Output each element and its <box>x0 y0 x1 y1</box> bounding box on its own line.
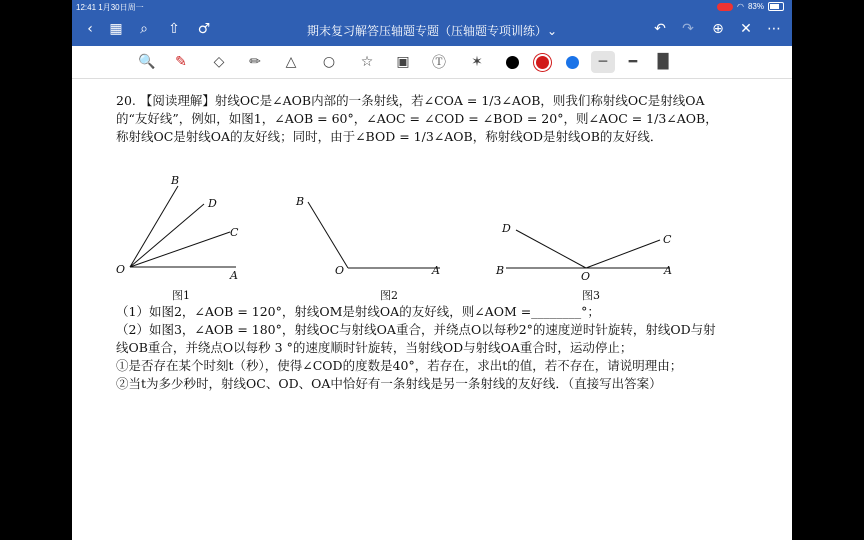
document-title[interactable]: 期末复习解答压轴题专题（压轴题专项训练）⌄ <box>306 24 558 38</box>
fig1-label-b: B <box>171 174 180 187</box>
pen-icon[interactable]: ✎ <box>175 54 187 70</box>
fig2-label-a: A <box>432 264 440 277</box>
question-part-2b: ②当t为多少秒时，射线OC、OD、OA中恰好有一条射线是另一条射线的友好线．（直接写出答案） <box>116 376 662 391</box>
color-red-swatch[interactable] <box>536 56 549 69</box>
more-icon[interactable]: ⋯ <box>767 21 781 37</box>
figure-1 <box>112 172 252 282</box>
question-intro: 20. 【阅读理解】射线OC是∠AOB内部的一条射线，若∠COA = 1/3∠AOB，则我们称射线OC是射线OA的“友好线”，例如，如图1，∠AOB = 60°，∠AOC = ∠COD = ∠BOD = 20°，则∠AOC = 1/3∠AOB，称射线OC是射线OA的友好线；同时，由于∠BOD = 1/3∠AOB，称射线OD是射线OB的友好线． <box>116 93 718 144</box>
fig3-label-o: O <box>581 270 591 283</box>
add-page-icon[interactable]: ⊕ <box>712 21 724 37</box>
status-bar <box>72 0 792 13</box>
search-icon[interactable]: ⌕ <box>140 21 148 37</box>
fig3-label-c: C <box>663 233 672 246</box>
fig1-label-d: D <box>208 197 217 210</box>
question-parts <box>116 303 726 393</box>
figure-2-caption: 图2 <box>380 289 398 302</box>
figure-2 <box>290 190 450 282</box>
question-part-2: （2）如图3，∠AOB = 180°，射线OC与射线OA重合，并绕点O以每秒2°的速度逆时针旋转，射线OD与射线OB重合，并绕点O以每秒 3 °的速度顺时针旋转，当射线OD与射线OA重合时，运动停止； <box>116 322 716 355</box>
medium-stroke-icon[interactable]: ━ <box>628 54 638 70</box>
shapes-icon[interactable]: △ <box>285 54 297 70</box>
thick-stroke-icon[interactable]: █ <box>657 54 669 70</box>
fig3-label-d: D <box>502 222 511 235</box>
drawing-toolbar <box>72 46 792 79</box>
status-right <box>717 2 784 11</box>
share-icon[interactable]: ⇧ <box>168 21 180 37</box>
question-text <box>116 92 726 146</box>
status-time: 12:41 1月30日周一 <box>76 3 144 12</box>
grid-view-icon[interactable]: ▦ <box>109 21 123 37</box>
fig1-label-o: O <box>116 263 126 276</box>
title-bar <box>72 13 792 46</box>
fig3-label-b: B <box>496 264 505 277</box>
figure-3-caption: 图3 <box>582 289 600 302</box>
fig1-label-a: A <box>230 269 238 282</box>
back-icon[interactable]: ‹ <box>87 21 93 37</box>
thin-stroke-icon[interactable]: ─ <box>591 51 615 73</box>
close-icon[interactable]: ✕ <box>740 21 752 37</box>
recording-icon <box>717 3 733 11</box>
undo-icon[interactable]: ↶ <box>654 21 666 37</box>
fig2-label-o: O <box>335 264 345 277</box>
app-window <box>72 0 792 540</box>
battery-icon <box>768 2 784 11</box>
laser-pointer-icon[interactable]: ✶ <box>471 54 483 70</box>
color-black-swatch[interactable] <box>506 56 519 69</box>
eraser-icon[interactable]: ◇ <box>213 54 225 70</box>
lasso-icon[interactable]: ○ <box>322 54 336 70</box>
highlighter-icon[interactable]: ✏ <box>249 54 261 70</box>
redo-icon[interactable]: ↷ <box>682 21 694 37</box>
battery-text: 83% <box>747 2 764 11</box>
text-tool-icon[interactable]: Ⓣ <box>432 55 446 71</box>
question-part-1: （1）如图2，∠AOB = 120°，射线OM是射线OA的友好线，则∠AOM =________°； <box>116 304 600 319</box>
figure-1-caption: 图1 <box>172 289 190 302</box>
sticker-icon[interactable]: ☆ <box>360 54 374 70</box>
fig1-label-c: C <box>230 226 239 239</box>
image-icon[interactable]: ▣ <box>396 54 410 70</box>
question-part-2a: ①是否存在某个时刻t（秒），使得∠COD的度数是40°，若存在，求出t的值，若不存在，请说明理由； <box>116 358 683 373</box>
fig3-label-a: A <box>664 264 672 277</box>
color-blue-swatch[interactable] <box>566 56 579 69</box>
microphone-icon[interactable]: ♂ <box>197 21 211 37</box>
image-zoom-icon[interactable]: 🔍 <box>138 54 156 70</box>
wifi-icon: ◠ <box>737 2 744 11</box>
figure-3 <box>492 216 682 284</box>
fig2-label-b: B <box>296 195 305 208</box>
